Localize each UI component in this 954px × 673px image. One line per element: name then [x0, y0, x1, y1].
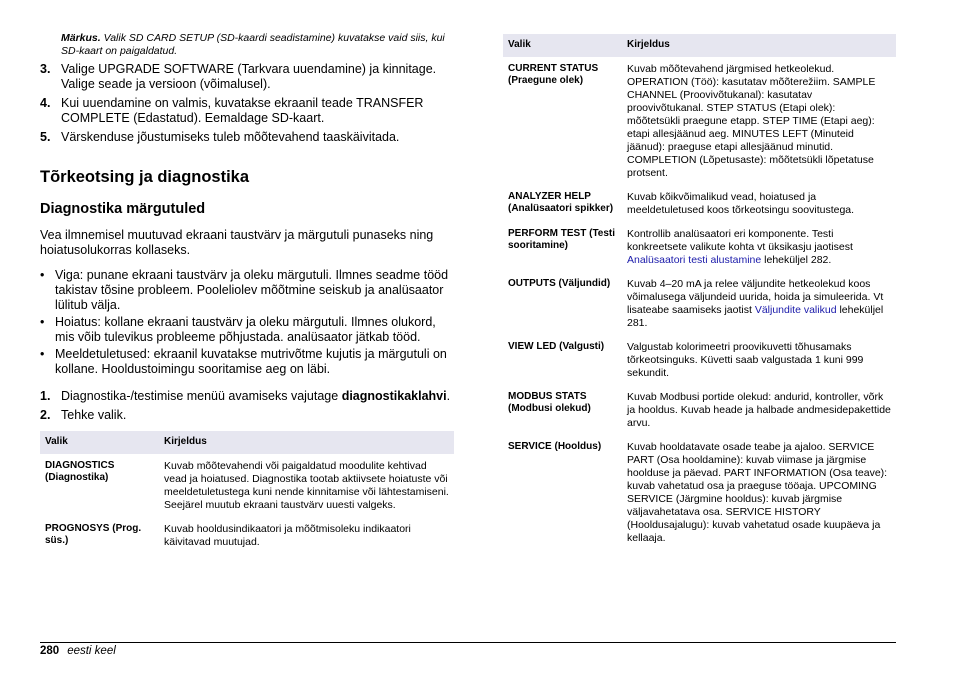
bullet-text: Hoiatus: kollane ekraani taustvärv ja oleku märgutuli. Ilmnes olukord, mis võib tulevikus probleeme põhjustada. analüsaator jätkab tööd. — [55, 315, 436, 344]
option-description: Kuvab mõõtevahendi või paigaldatud moodulite kehtivad vead ja hoiatused. Diagnostika tootab aktiivsete hoiatuste või meeldetuletustega kuni nende kinnitamise või lähtestamiseni. Seejärel muutub ekraani taustvärv uuesti valgeks. — [164, 460, 449, 511]
option-description: Kuvab hooldusindikaatori ja mõõtmisoleku indikaatori käivitavad muutujad. — [164, 523, 411, 548]
column-header-description: Kirjeldus — [159, 431, 454, 454]
table-row — [503, 272, 896, 335]
page-footer — [40, 644, 116, 658]
step-text: Värskenduse jõustumiseks tuleb mõõtevahend taaskäivitada. — [61, 130, 400, 144]
section-heading: Tõrkeotsing ja diagnostika — [40, 168, 250, 186]
table-header-row — [40, 431, 454, 454]
table-row — [40, 517, 454, 554]
option-name: VIEW LED (Valgusti) — [508, 341, 605, 352]
step-number: 2. — [40, 408, 51, 422]
right-column — [503, 34, 896, 550]
option-description — [622, 272, 896, 335]
option-name: SERVICE (Hooldus) — [508, 441, 602, 452]
step-number: 4. — [40, 96, 51, 110]
column-header-description: Kirjeldus — [622, 34, 896, 57]
page-number: 280 — [40, 645, 60, 657]
bullet-text: Viga: punane ekraani taustvärv ja oleku märgutuli. Ilmnes seadme tööd takistav tõsine probleem. Pooleliolev mõõtmine seiskub ja analüsaator lülitub välja. — [55, 268, 449, 312]
subsection-heading: Diagnostika märgutuled — [40, 201, 206, 217]
step-text: Valige UPGRADE SOFTWARE (Tarkvara uuendamine) ja kinnitage. Valige seade ja versioon (võimalusel). — [61, 62, 437, 91]
table-row — [503, 57, 896, 185]
option-description — [622, 222, 896, 272]
list-item — [40, 408, 454, 423]
steps-top-list — [40, 62, 454, 145]
step-number: 5. — [40, 130, 51, 144]
list-item — [40, 315, 454, 345]
column-header-option: Valik — [503, 34, 622, 57]
column-header-option: Valik — [40, 431, 159, 454]
bullet-icon: • — [40, 268, 45, 282]
table-row — [503, 335, 896, 385]
intro-paragraph: Vea ilmnemisel muutuvad ekraani taustvärv ja märgutuli punaseks ning hoiatusolukorras kollaseks. — [40, 228, 434, 257]
option-name: DIAGNOSTICS (Diagnostika) — [45, 460, 115, 483]
option-description: Kuvab hooldatavate osade teabe ja ajaloo. SERVICE PART (Osa hooldamine): kuvab viimase ja järgmise hoolduse ja päevad. PART INFORMATION (Osa teave): kuvab vahetatud osa ja praeguse tööaja. UPCOMING SERVICE (Järgmine hooldus): kuvab järgmise väljavahetatava osa. SERVICE HISTORY (Hooldusajalugu): kuvab vahetatud osade kuupäeva ja kellaaja. — [627, 441, 888, 544]
left-column — [40, 32, 454, 554]
list-item — [40, 347, 454, 377]
steps-bottom-list — [40, 389, 454, 423]
note-text: Valik SD CARD SETUP (SD-kaardi seadistamine) kuvatakse vaid siis, kui SD-kaart on paigaldatud. — [61, 32, 445, 57]
step-text: Diagnostika-/testimise menüü avamiseks vajutage — [61, 389, 342, 403]
cross-reference-link[interactable]: Analüsaatori testi alustamine — [627, 254, 762, 266]
step-text: Tehke valik. — [61, 408, 127, 422]
note-label: Märkus. — [61, 32, 101, 44]
step-key-label: diagnostikaklahvi — [341, 389, 447, 403]
list-item — [40, 268, 454, 313]
step-text: Kui uuendamine on valmis, kuvatakse ekraanil teade TRANSFER COMPLETE (Edastatud). Eemaldage SD-kaart. — [61, 96, 424, 125]
step-end: . — [446, 389, 451, 403]
cross-reference-link[interactable]: Väljundite valikud — [754, 304, 837, 316]
table-row — [503, 435, 896, 550]
step-number: 1. — [40, 389, 51, 403]
footer-language: eesti keel — [67, 645, 116, 657]
table-row — [503, 185, 896, 222]
table-row — [503, 222, 896, 272]
list-item — [40, 130, 454, 145]
bullet-icon: • — [40, 315, 45, 329]
description-tail: leheküljel 282. — [761, 254, 832, 266]
table-header-row — [503, 34, 896, 57]
list-item — [40, 62, 454, 92]
description-text: Kontrollib analüsaatori eri komponente. Testi konkreetsete valikute kohta vt üksikasju jaotisest — [627, 228, 853, 253]
list-item — [40, 389, 454, 404]
table-row — [40, 454, 454, 517]
description-text: Kuvab 4–20 mA ja relee väljundite hetkeolekud koos võimalusega väljundeid uurida, hoida ja simuleerida. Vt lisateabe saamiseks jaotist — [627, 278, 884, 316]
option-description: Kuvab kõikvõimalikud vead, hoiatused ja meeldetuletused koos tõrkeotsingu soovitustega. — [627, 191, 855, 216]
bullet-icon: • — [40, 347, 45, 361]
option-name: ANALYZER HELP (Analüsaatori spikker) — [508, 191, 614, 214]
option-description: Valgustab kolorimeetri proovikuvetti tõhusamaks tõrkeotsinguks. Küvetti saab valgustada 1 kuni 999 sekundit. — [627, 341, 864, 379]
option-name: PERFORM TEST (Testi sooritamine) — [508, 228, 616, 251]
step-number: 3. — [40, 62, 51, 76]
note — [61, 32, 454, 58]
list-item — [40, 96, 454, 126]
option-description: Kuvab Modbusi portide olekud: andurid, kontroller, võrk ja hooldus. Kuvab heade ja halbade andmesidepakettide arvu. — [627, 391, 891, 429]
options-table-left — [40, 431, 454, 554]
options-table-right — [503, 34, 896, 550]
bullet-list — [40, 268, 454, 377]
option-name: CURRENT STATUS (Praegune olek) — [508, 63, 599, 86]
option-name: PROGNOSYS (Prog. süs.) — [45, 523, 142, 546]
option-name: MODBUS STATS (Modbusi olekud) — [508, 391, 591, 414]
table-row — [503, 385, 896, 435]
bullet-text: Meeldetuletused: ekraanil kuvatakse mutrivõtme kujutis ja märgutuli on kollane. Hooldustoimingu sooritamise aeg on läbi. — [55, 347, 447, 376]
option-name: OUTPUTS (Väljundid) — [508, 278, 611, 289]
description-tail: leheküljel 281. — [627, 304, 884, 329]
option-description: Kuvab mõõtevahend järgmised hetkeolekud. OPERATION (Töö): kasutatav mõõterežiim. SAMPLE CHANNEL (Proovivõtukanal): kasutatav proovivõtukanal. STEP STATUS (Etapi olek): mõõtetsükli praegune etapp. STEP TIME (Etapi aeg): etapi allesjäänud aeg. MINUTES LEFT (Minuteid jäänud): praeguse etapi allesjäänud minutid. COMPLETION (Lõpetusaste): mõõtetsükli lõpetatuse protsent. — [627, 63, 876, 179]
footer-divider — [40, 642, 896, 643]
